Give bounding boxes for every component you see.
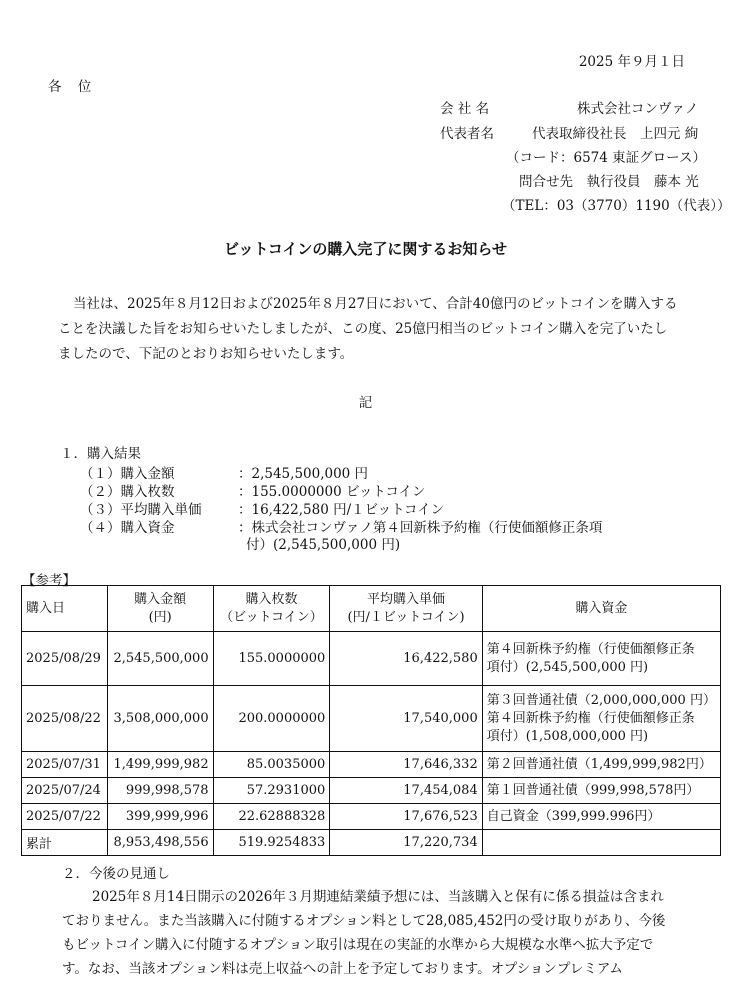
cell-avg: 16,422,580 [330,632,482,686]
cell-date: 2025/07/31 [22,752,108,778]
cell-avg: 17,676,523 [330,804,482,830]
document-date: 2025 年９月１日 [578,54,685,70]
cell-source [482,686,720,752]
table-row [22,752,721,778]
cell-count: 57.2931000 [213,778,330,804]
source-line: 項付）(2,545,500,000 円) [486,659,649,675]
cell-count: 22.62888328 [213,804,330,830]
ki-marker: 記 [358,395,373,411]
cell-source [482,752,720,778]
cell-count: 155.0000000 [213,632,330,686]
result-value: ：株式会社コンヴァノ第４回新株予約権（行使価額修正条項 [238,520,603,536]
source-line: 第４回新株予約権（行使価額修正条 [486,641,695,657]
source-line: 第３回普通社債（2,000,000,000 円） [486,692,716,708]
cell-source [482,830,720,856]
result-label: （２）購入枚数 [80,484,175,500]
cell-date: 2025/07/24 [22,778,108,804]
body-paragraph: 当社は、2025年８月12日および2025年８月27日において、合計40億円のビットコインを購入することを決議した旨をお知らせいたしましたが、この度、25億円相当のビットコイン購入を完了いたしましたので、下記のとおりお知らせいたします。 [58,296,678,362]
table-row [22,778,721,804]
table-header-row [22,586,721,632]
cell-avg: 17,646,332 [330,752,482,778]
stock-code: （コード：6574 東証グロース） [506,150,706,166]
result-label: （３）平均購入単価 [80,502,202,518]
outlook-paragraph: 2025年８月14日開示の2026年３月期連結業績予想には、当該購入と保有に係る損益は含まれておりません。また当該購入に付随するオプション料として28,085,452円の受け取りがあり、今後もビットコイン購入に付随するオプション取引は現在の実証的水準から大規模な水準へ拡大予定です。なお、当該オプション料は売上収益への計上を予定しております。オプションプレミアム [62,889,666,977]
company-name-label: 会 社 名 [440,101,490,117]
cell-amount: 3,508,000,000 [107,686,213,752]
header-source: 購入資金 [482,586,720,632]
header-count: 購入枚数 （ビットコイン） [213,586,330,632]
source-line: 第４回新株予約権（行使価額修正条 [486,710,695,726]
cell-source [482,632,720,686]
source-line: 第１回普通社債（999,998,578円） [486,782,700,798]
cell-amount: 8,953,498,556 [107,830,213,856]
cell-source [482,804,720,830]
cell-amount: 1,499,999,982 [107,752,213,778]
result-label: （１）購入金額 [80,466,175,482]
company-name-value: 株式会社コンヴァノ [577,101,699,117]
representative-label: 代表者名 [440,126,494,142]
cell-source [482,778,720,804]
table-row [22,830,721,856]
source-line: 自己資金（399,999.996円） [486,808,661,824]
reference-label: 【参考】 [22,573,76,589]
source-line: 第２回普通社債（1,499,999,982円） [486,756,712,772]
cell-amount: 399,999,996 [107,804,213,830]
cell-date: 2025/08/22 [22,686,108,752]
result-value: ：155.0000000 ビットコイン [238,484,426,500]
table-row [22,686,721,752]
section1-heading: １．購入結果 [60,446,141,462]
cell-date: 2025/08/29 [22,632,108,686]
contact-tel: （TEL：03（3770）1190（代表）） [502,198,731,214]
cell-avg: 17,220,734 [330,830,482,856]
result-label: （４）購入資金 [80,520,175,536]
table-row [22,804,721,830]
contact-person: 問合せ先 執行役員 藤本 光 [519,174,699,190]
result-value: ：16,422,580 円/１ビットコイン [238,502,445,518]
section2-heading: ２．今後の見通し [62,866,170,882]
document-title: ビットコインの購入完了に関するお知らせ [224,240,507,258]
cell-date: 2025/07/22 [22,804,108,830]
reference-table [21,585,721,856]
result-value: ：2,545,500,000 円 [238,466,369,482]
cell-avg: 17,454,084 [330,778,482,804]
cell-amount: 2,545,500,000 [107,632,213,686]
cell-count: 519.9254833 [213,830,330,856]
cell-count: 85.0035000 [213,752,330,778]
source-line: 項付）(1,508,000,000 円) [486,728,649,744]
header-amount: 購入金額 (円) [107,586,213,632]
result-value-continued: 付）(2,545,500,000 円) [246,537,401,553]
cell-amount: 999,998,578 [107,778,213,804]
header-date: 購入日 [22,586,108,632]
header-avg: 平均購入単価 (円/１ビットコイン) [330,586,482,632]
cell-avg: 17,540,000 [330,686,482,752]
addressee: 各 位 [48,79,98,95]
table-row [22,632,721,686]
representative-value: 代表取締役社長 上四元 絢 [532,126,699,142]
cell-date: 累計 [22,830,108,856]
cell-count: 200.0000000 [213,686,330,752]
